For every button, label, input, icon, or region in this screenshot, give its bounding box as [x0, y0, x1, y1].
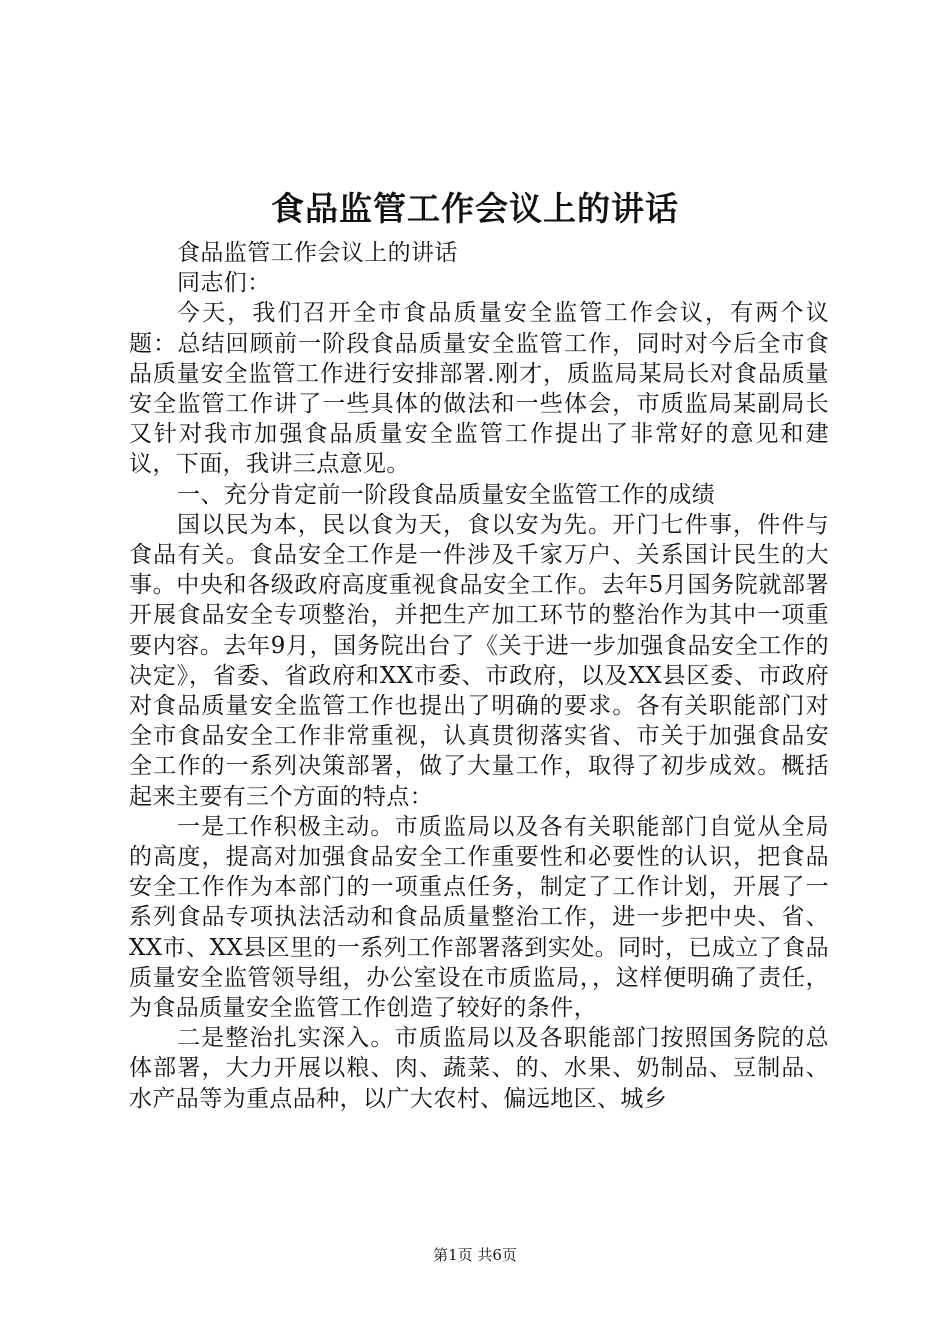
paragraph-background: 国以民为本，民以食为天，食以安为先。开门七件事，件件与食品有关。食品安全工作是一件涉及千家万户、关系国计民生的大事。中央和各级政府高度重视食品安全工作。去年5月国务院就部署开展食品安全专项整治，并把生产加工环节的整治作为其中一项重要内容。去年9月，国务院出台了《关于进一步加强食品安全工作的决定》，省委、省政府和XX市委、市政府，以及XX县区委、市政府对食品质量安全监管工作也提出了明确的要求。各有关职能部门对全市食品安全工作非常重视，认真贯彻落实省、市关于加强食品安全工作的一系列决策部署，做了大量工作，取得了初步成效。概括起来主要有三个方面的特点： [129, 511, 829, 810]
paragraph-point-2: 二是整治扎实深入。市质监局以及各职能部门按照国务院的总体部署，大力开展以粮、肉、蔬菜、的、水果、奶制品、豆制品、水产品等为重点品种，以广大农村、偏远地区、城乡 [129, 1025, 829, 1112]
paragraph-point-1: 一是工作积极主动。市质监局以及各有关职能部门自觉从全局的高度，提高对加强食品安全工作重要性和必要性的认识，把食品安全工作作为本部门的一项重点任务，制定了工作计划，开展了一系列食品专项执法活动和食品质量整治工作，进一步把中央、省、XX市、XX县区里的一系列工作部署落到实处。同时，已成立了食品质量安全监管领导组，办公室设在市质监局，，这样便明确了责任，为食品质量安全监管工作创造了较好的条件， [129, 813, 829, 1022]
document-body [129, 238, 829, 1114]
page-footer: 第1页 共6页 [433, 1246, 517, 1264]
salutation: 同志们： [177, 270, 271, 297]
paragraph-intro: 今天，我们召开全市食品质量安全监管工作会议，有两个议题：总结回顾前一阶段食品质量安全监管工作，同时对今后全市食品质量安全监管工作进行安排部署.刚才，质监局某局长对食品质量安全监管工作讲了一些具体的做法和一些体会，市质监局某副局长又针对我市加强食品质量安全监管工作提出了非常好的意见和建议，下面，我讲三点意见。 [129, 300, 829, 478]
section-heading-1: 一、充分肯定前一阶段食品质量安全监管工作的成绩 [177, 481, 716, 508]
document-title: 食品监管工作会议上的讲话 [271, 189, 679, 228]
subtitle-line: 食品监管工作会议上的讲话 [177, 240, 458, 266]
